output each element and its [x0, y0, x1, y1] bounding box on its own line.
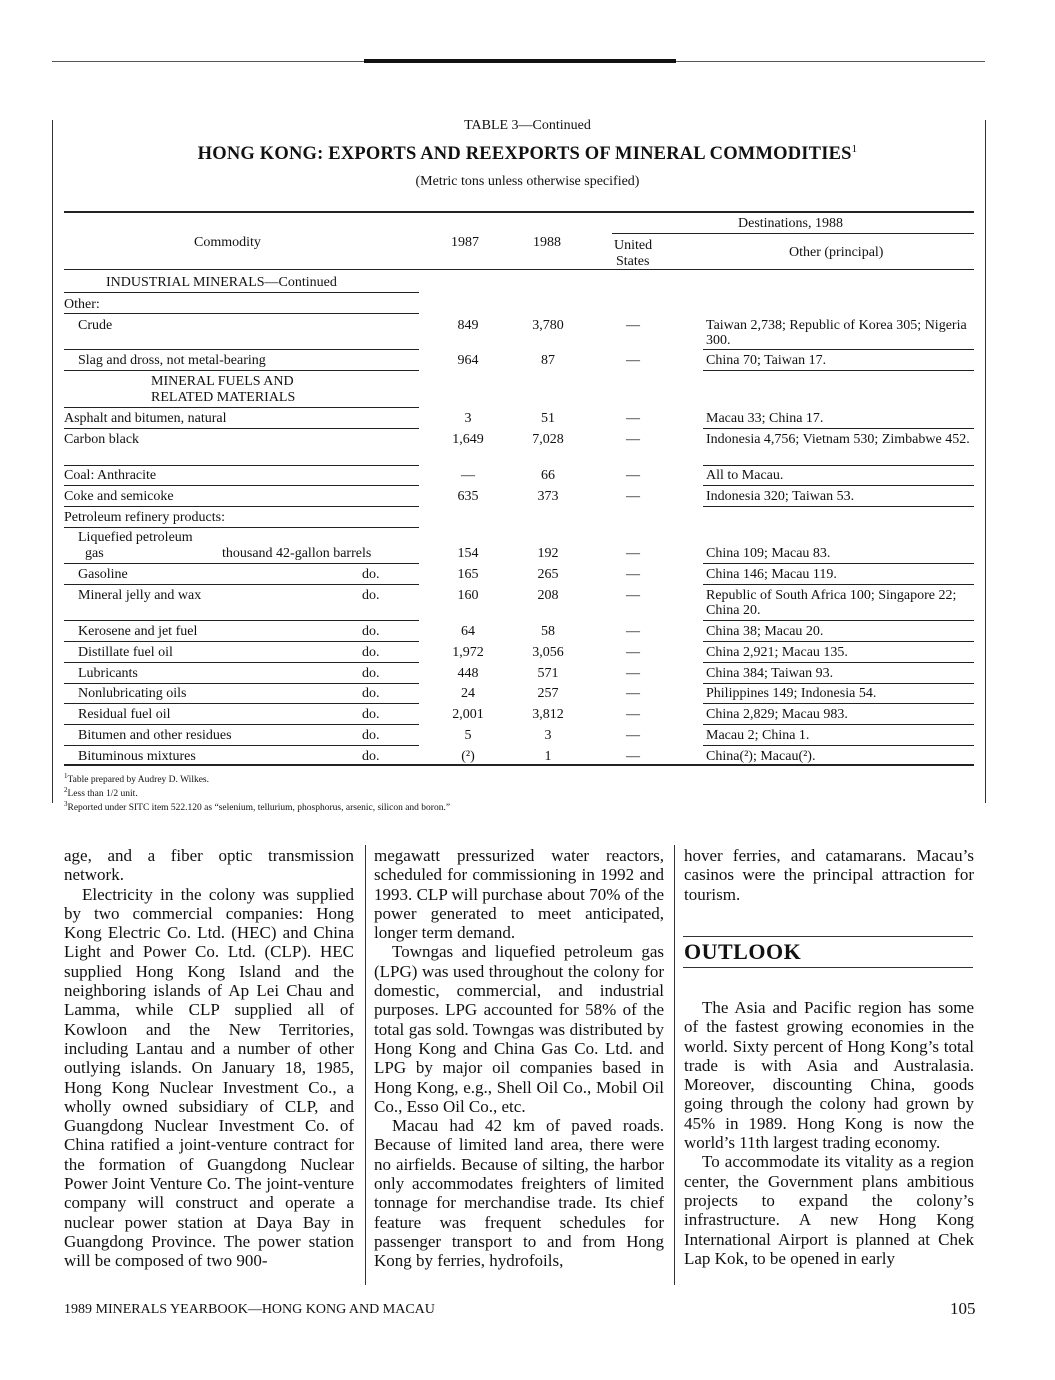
row-1987: 165 [457, 567, 479, 582]
row-1987: 1,972 [452, 645, 484, 660]
row-1988: 66 [541, 468, 555, 483]
row-commodity: Mineral jelly and wax [78, 588, 202, 603]
row-commodity: Distillate fuel oil [78, 645, 173, 660]
row-1987: 154 [457, 546, 479, 561]
row-1988: 3 [544, 728, 552, 743]
row-rule [703, 683, 974, 684]
row-us: — [626, 353, 640, 368]
row-1987: 635 [457, 489, 479, 504]
row-rule [64, 683, 419, 684]
row-commodity: Lubricants [78, 666, 138, 681]
outlook-rule-bottom [683, 967, 973, 968]
row-rule [703, 620, 974, 621]
paragraph: age, and a fiber optic transmission network. [64, 846, 354, 885]
header-top-rule [64, 211, 974, 213]
text-column-1 [64, 846, 354, 1271]
row-other-destinations: Taiwan 2,738; Republic of Korea 305; Nigeria 300. [706, 318, 967, 348]
row-rule [64, 662, 419, 663]
table-left-border [52, 120, 53, 803]
row-unit: do. [362, 749, 380, 764]
header-1988: 1988 [533, 235, 561, 250]
table-right-border [985, 120, 986, 803]
row-unit: do. [362, 624, 380, 639]
row-other-destinations: Indonesia 320; Taiwan 53. [706, 489, 855, 504]
outlook-heading: OUTLOOK [684, 939, 802, 964]
header-us-1: United [614, 238, 653, 253]
row-rule [703, 703, 974, 704]
section-petroleum: Petroleum refinery products: [64, 510, 225, 525]
paragraph: To accommodate its vitality as a region center, the Government plans ambitious projects to expand the colony’s infrastructure. A new Hong Kong International Airport is planned at Chek Lap Kok, to be opened in early [684, 1152, 974, 1268]
lpg-line-2: gas [85, 546, 104, 561]
row-commodity: Coal: Anthracite [64, 468, 157, 483]
table-bottom-rule [64, 764, 974, 766]
row-unit: do. [362, 707, 380, 722]
row-rule [64, 584, 419, 585]
paragraph: The Asia and Pacific region has some of the fastest growing economies in the world. Sixty percent of Hong Kong’s total trade is with Asia and Australasia. Moreover, discounting China, goods going through the colony had grown by 45% in 1989. Hong Kong is now the world’s 11th largest trading economy. [684, 998, 974, 1153]
row-1988: 7,028 [532, 432, 564, 447]
row-rule [703, 724, 974, 725]
row-1987: 448 [457, 666, 479, 681]
row-unit: do. [362, 728, 380, 743]
row-1988: 3,812 [532, 707, 564, 722]
section-industrial: INDUSTRIAL MINERALS—Continued [106, 275, 337, 290]
row-rule [703, 428, 974, 429]
column-separator [365, 845, 366, 1285]
row-1987: 24 [461, 686, 475, 701]
row-other-destinations: China 109; Macau 83. [706, 546, 831, 561]
row-us: — [626, 686, 640, 701]
row-rule [64, 485, 419, 486]
row-1987: 5 [464, 728, 472, 743]
row-commodity: Slag and dross, not metal-bearing [78, 353, 266, 368]
row-unit: do. [362, 567, 380, 582]
header-destinations: Destinations, 1988 [738, 216, 843, 231]
paragraph: megawatt pressurized water reactors, scheduled for commissioning in 1992 and 1993. CLP will purchase about 70% of the power generated to meet anticipated, longer term demand. [374, 846, 664, 943]
row-rule [703, 584, 974, 585]
section-other: Other: [64, 297, 100, 312]
row-1988: 1 [544, 749, 552, 764]
row-rule [703, 662, 974, 663]
row-us: — [626, 567, 640, 582]
row-other-destinations: China 2,829; Macau 983. [706, 707, 848, 722]
row-us: — [626, 749, 640, 764]
row-us: — [626, 318, 640, 333]
row-1988: 3,780 [532, 318, 564, 333]
row-us: — [626, 546, 640, 561]
footnote-1: $^1$Table prepared by Audrey D. Wilkes. [64, 772, 209, 786]
header-us-2: States [616, 254, 650, 269]
row-rule [64, 724, 419, 725]
row-us: — [626, 489, 640, 504]
rule [64, 313, 419, 314]
footnote-3: $^3$Reported under SITC item 522.120 as “selenium, tellurium, phosphorus, arsenic, silicon and boron.” [64, 800, 451, 814]
row-1988: 257 [537, 686, 559, 701]
row-other-destinations: Indonesia 4,756; Vietnam 530; Zimbabwe 452. [706, 432, 970, 447]
row-us: — [626, 468, 640, 483]
row-1988: 265 [537, 567, 559, 582]
header-other: Other (principal) [789, 245, 884, 260]
top-bar [364, 59, 676, 63]
row-commodity: Carbon black [64, 432, 140, 447]
row-us: — [626, 624, 640, 639]
row-1987: 3 [464, 411, 472, 426]
row-other-destinations: Philippines 149; Indonesia 54. [706, 686, 877, 701]
row-rule [64, 563, 419, 564]
row-rule [64, 703, 419, 704]
footnote-2: $^2$Less than 1/2 unit. [64, 786, 138, 800]
row-1987: 160 [457, 588, 479, 603]
rule [64, 292, 419, 293]
outlook-rule-top [683, 936, 973, 937]
row-rule [64, 428, 419, 429]
row-1988: 58 [541, 624, 555, 639]
paragraph: Electricity in the colony was supplied by two commercial companies: Hong Kong Electric Co. Ltd. (HEC) and China Light and Power Co. Ltd. (CLP). HEC supplied Hong Kong Island and the neighboring islands of Ap Lei Chau and Lamma, while CLP supplied all of Kowloon and the New Territories, including Lantau and a number of other outlying islands. On January 18, 1985, Hong Kong Nuclear Investment Co., a wholly owned subsidiary of CLP, and Guangdong Nuclear Investment Co. of China ratified a joint-venture contract for the formation of Guangdong Nuclear Power Joint Venture Co. The joint-venture company will construct and operate a nuclear power station at Daya Bay in Guangdong Province. The power station will be composed of two 900- [64, 884, 354, 1271]
row-rule [64, 465, 419, 466]
row-1988: 208 [537, 588, 559, 603]
row-rule [703, 563, 974, 564]
section-fuels-2: RELATED MATERIALS [151, 390, 296, 405]
row-unit: do. [362, 645, 380, 660]
row-us: — [626, 645, 640, 660]
row-rule [703, 349, 974, 350]
text-column-3-top [684, 846, 974, 904]
row-1988: 87 [541, 353, 555, 368]
page-number: 105 [950, 1299, 976, 1318]
row-other-destinations: China(²); Macau(²). [706, 749, 816, 764]
row-us: — [626, 666, 640, 681]
row-commodity: Kerosene and jet fuel [78, 624, 198, 639]
row-unit: do. [362, 588, 380, 603]
lpg-line-1: Liquefied petroleum [78, 530, 193, 545]
row-commodity: Asphalt and bitumen, natural [64, 411, 227, 426]
row-rule [64, 745, 419, 746]
row-1987: 849 [457, 318, 479, 333]
row-other-destinations: China 146; Macau 119. [706, 567, 837, 582]
text-column-2 [374, 846, 664, 1271]
row-other-destinations: All to Macau. [706, 468, 784, 483]
row-us: — [626, 588, 640, 603]
section-fuels-1: MINERAL FUELS AND [151, 374, 294, 389]
row-commodity: Bitumen and other residues [78, 728, 232, 743]
row-1987: — [461, 468, 475, 483]
paragraph: hover ferries, and catamarans. Macau’s casinos were the principal attraction for tourism. [684, 846, 974, 904]
row-rule [703, 506, 974, 507]
header-1987: 1987 [451, 235, 479, 250]
table-caption: TABLE 3—Continued [464, 118, 591, 133]
row-us: — [626, 411, 640, 426]
row-rule [703, 465, 974, 466]
row-1988: 571 [537, 666, 559, 681]
row-rule [64, 620, 419, 621]
row-1987: 964 [457, 353, 479, 368]
row-rule [64, 641, 419, 642]
text-column-3-bottom [684, 998, 974, 1268]
row-us: — [626, 432, 640, 447]
row-rule [64, 370, 419, 371]
header-bottom-rule [64, 269, 974, 270]
row-commodity: Coke and semicoke [64, 489, 174, 504]
row-rule [703, 485, 974, 486]
row-1988: 373 [537, 489, 559, 504]
row-commodity: Nonlubricating oils [78, 686, 187, 701]
row-rule [64, 506, 419, 507]
row-commodity: Crude [78, 318, 113, 333]
dest-rule [612, 233, 974, 234]
row-1988: 51 [541, 411, 555, 426]
row-us: — [626, 707, 640, 722]
table-subtitle: (Metric tons unless otherwise specified) [415, 174, 640, 189]
footer-title: 1989 MINERALS YEARBOOK—HONG KONG AND MACAU [64, 1302, 435, 1317]
row-1987: 1,649 [452, 432, 484, 447]
row-unit: do. [362, 666, 380, 681]
row-unit: do. [362, 686, 380, 701]
row-1987: 64 [461, 624, 475, 639]
row-other-destinations: Republic of South Africa 100; Singapore 22; China 20. [706, 588, 957, 618]
row-rule [64, 349, 419, 350]
row-commodity: Bituminous mixtures [78, 749, 196, 764]
row-rule [703, 745, 974, 746]
row-us: — [626, 728, 640, 743]
row-other-destinations: China 384; Taiwan 93. [706, 666, 834, 681]
rule [64, 527, 419, 528]
table-title: HONG KONG: EXPORTS AND REEXPORTS OF MINERAL COMMODITIES$^1$ [197, 143, 858, 165]
row-1988: 192 [537, 546, 559, 561]
row-other-destinations: Macau 2; China 1. [706, 728, 810, 743]
row-commodity: Residual fuel oil [78, 707, 171, 722]
paragraph: Macau had 42 km of paved roads. Because of limited land area, there were no airfields. Because of silting, the harbor only accommodates freighters of limited tonnage for merchandise trade. Its chief feature was frequent schedules for passenger transport to and from Hong Kong by ferries, hydrofoils, [374, 1116, 664, 1271]
row-other-destinations: China 38; Macau 20. [706, 624, 824, 639]
row-rule [703, 370, 974, 371]
row-rule [703, 641, 974, 642]
row-commodity: Gasoline [78, 567, 128, 582]
rule [64, 407, 419, 408]
column-separator [674, 845, 675, 1285]
header-commodity: Commodity [194, 235, 261, 250]
row-1987: (²) [461, 749, 475, 764]
row-other-destinations: China 70; Taiwan 17. [706, 353, 827, 368]
row-other-destinations: China 2,921; Macau 135. [706, 645, 848, 660]
row-1988: 3,056 [532, 645, 564, 660]
row-1987: 2,001 [452, 707, 484, 722]
paragraph: Towngas and liquefied petroleum gas (LPG) was used throughout the colony for domestic, commercial, and industrial purposes. LPG accounted for 58% of the total gas sold. Towngas was distributed by Hong Kong and China Gas Co. Ltd. and LPG by major oil companies based in Hong Kong, e.g., Shell Oil Co., Mobil Oil Co., Esso Oil Co., etc. [374, 942, 664, 1116]
row-other-destinations: Macau 33; China 17. [706, 411, 824, 426]
lpg-unit: thousand 42-gallon barrels [222, 546, 372, 561]
